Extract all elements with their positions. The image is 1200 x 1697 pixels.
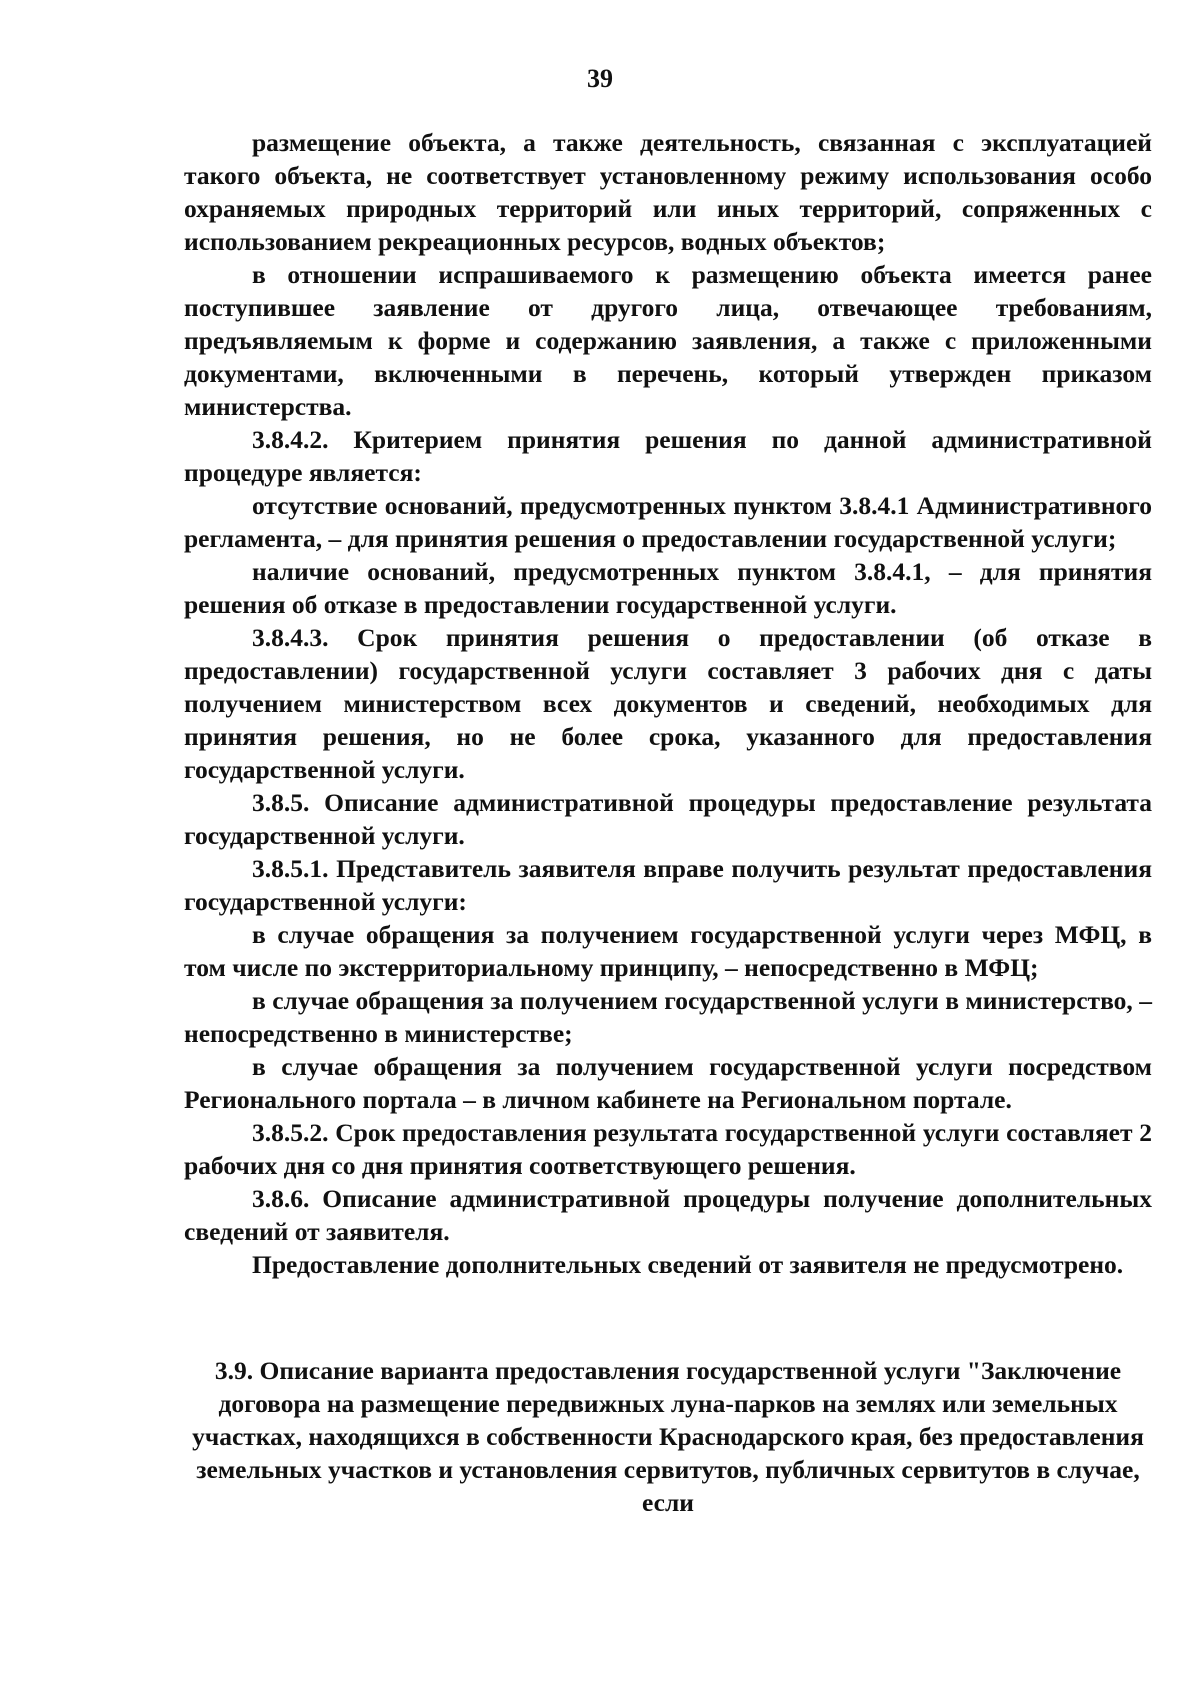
paragraph: размещение объекта, а также деятельность, связанная с эксплуатацией такого объекта, не соответствует установленному режиму использования особо охраняемых природных территорий или иных территорий, сопряженных с использованием рекреационных ресурсов, водных объектов; xyxy=(184,128,1152,256)
paragraph: наличие оснований, предусмотренных пунктом 3.8.4.1, – для принятия решения об отказе в предоставлении государственной услуги. xyxy=(184,557,1152,619)
paragraph: 3.8.5.2. Срок предоставления результата государственной услуги составляет 2 рабочих дня со дня принятия соответствующего решения. xyxy=(184,1118,1152,1180)
paragraph: 3.8.4.3. Срок принятия решения о предоставлении (об отказе в предоставлении) государственной услуги составляет 3 рабочих дня с даты получением министерством всех документов и сведений, необходимых для принятия решения, но не более срока, указанного для предоставления государственной услуги. xyxy=(184,623,1152,784)
paragraph: в случае обращения за получением государственной услуги посредством Регионального портала – в личном кабинете на Региональном портале. xyxy=(184,1052,1152,1114)
paragraph: Предоставление дополнительных сведений от заявителя не предусмотрено. xyxy=(252,1250,1124,1279)
paragraph: отсутствие оснований, предусмотренных пунктом 3.8.4.1 Административного регламента, – для принятия решения о предоставлении государственной услуги; xyxy=(184,491,1152,553)
paragraph: 3.8.5.1. Представитель заявителя вправе получить результат предоставления государственной услуги: xyxy=(184,854,1152,916)
page-number: 39 xyxy=(587,64,613,93)
paragraph: 3.8.5. Описание административной процедуры предоставление результата государственной услуги. xyxy=(184,788,1152,850)
paragraph: в случае обращения за получением государственной услуги в министерство, – непосредственно в министерстве; xyxy=(184,986,1152,1048)
section-heading: 3.9. Описание варианта предоставления государственной услуги "Заключение договора на размещение передвижных луна-парков на землях или земельных участках, находящихся в собственности Краснодарского края, без предоставления земельных участков и установления сервитутов, публичных сервитутов в случае, если xyxy=(192,1356,1144,1517)
paragraph: 3.8.4.2. Критерием принятия решения по данной административной процедуре является: xyxy=(184,425,1152,487)
paragraph: в отношении испрашиваемого к размещению объекта имеется ранее поступившее заявление от другого лица, отвечающее требованиям, предъявляемым к форме и содержанию заявления, а также с приложенными документами, включенными в перечень, который утвержден приказом министерства. xyxy=(184,260,1152,421)
body-text xyxy=(184,126,1152,1281)
paragraph: 3.8.6. Описание административной процедуры получение дополнительных сведений от заявителя. xyxy=(184,1184,1152,1246)
paragraph: в случае обращения за получением государственной услуги через МФЦ, в том числе по экстерриториальному принципу, – непосредственно в МФЦ; xyxy=(184,920,1152,982)
